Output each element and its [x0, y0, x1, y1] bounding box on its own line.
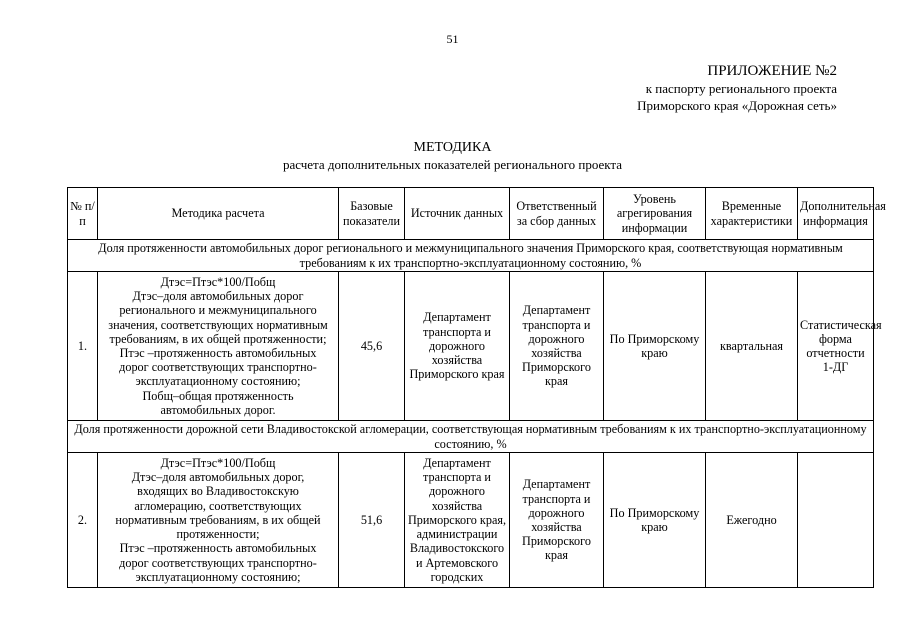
section-2-title: Доля протяженности дорожной сети Владивостокской агломерации, соответствующая нормативным требованиям к их транспортно-эксплуатационному состоянию, % — [68, 421, 874, 453]
header-num: № п/п — [68, 188, 98, 240]
row2-extra — [798, 453, 874, 588]
row2-responsible: Департамент транспорта и дорожного хозяйства Приморского края — [510, 453, 604, 588]
header-source: Источник данных — [405, 188, 510, 240]
methodology-title: МЕТОДИКА — [413, 140, 492, 155]
row1-method-line: автомобильных дорог. — [160, 402, 276, 417]
row2-source-line: Департамент — [423, 456, 491, 471]
methodology-subtitle: расчета дополнительных показателей регионального проекта — [282, 157, 623, 172]
row1-method-line: регионального и межмуниципального — [119, 303, 317, 318]
section-row-1 — [68, 240, 874, 272]
row2-method-line: дорог соответствующих транспортно- — [119, 555, 317, 570]
appendix-header — [637, 62, 837, 114]
section-row-2 — [68, 421, 874, 453]
table-row — [68, 453, 874, 588]
row2-source-line: Приморского края, — [407, 512, 507, 527]
row2-source-line: дорожного — [428, 484, 485, 499]
row1-method-line: значения, соответствующих нормативным — [108, 317, 328, 332]
row1-base: 45,6 — [339, 272, 405, 421]
appendix-line-1: к паспорту регионального проекта — [645, 81, 837, 96]
row2-source-line: транспорта и — [423, 470, 491, 485]
row2-source-line: Владивостокского — [409, 541, 505, 556]
indicators-table — [67, 187, 886, 588]
row1-method — [98, 272, 339, 421]
page-number: 51 — [446, 32, 459, 46]
row1-responsible: Департамент транспорта и дорожного хозяйства Приморского края — [510, 272, 604, 421]
row2-source-line: администрации — [416, 527, 498, 542]
row2-source-line: городских — [430, 569, 484, 584]
row2-method-line: Птэс –протяженность автомобильных — [119, 541, 317, 556]
row2-source — [405, 453, 510, 588]
row2-method-line: нормативным требованиям, в их общей — [115, 512, 321, 527]
header-time: Временные характеристики — [706, 188, 798, 240]
row1-method-line: Дтэс–доля автомобильных дорог — [132, 289, 304, 304]
row2-method — [98, 453, 339, 588]
row2-num: 2. — [68, 453, 98, 588]
row1-method-line: требованиям, в их общей протяженности; — [109, 331, 327, 346]
header-extra: Дополнительная информация — [798, 188, 874, 240]
row2-method-line: агломерацию, соответствующих — [134, 498, 302, 513]
table-row — [68, 272, 874, 421]
row1-time: квартальная — [706, 272, 798, 421]
section-1-title: Доля протяженности автомобильных дорог регионального и межмуниципального значения Приморского края, соответствующая нормативным требованиям к их транспортно-эксплуатационному состоянию, % — [68, 240, 874, 272]
row1-method-line: дорог соответствующих транспортно- — [119, 360, 317, 375]
row2-method-line: входящих во Владивостокскую — [137, 484, 299, 499]
row2-method-line: Дтэс–доля автомобильных дорог, — [131, 470, 305, 485]
table-header-row — [68, 188, 874, 240]
header-base: Базовые показатели — [339, 188, 405, 240]
row1-level: По Приморскому краю — [604, 272, 706, 421]
row2-method-line: протяженности; — [176, 527, 260, 542]
row1-num: 1. — [68, 272, 98, 421]
row2-level: По Приморскому краю — [604, 453, 706, 588]
row2-time: Ежегодно — [706, 453, 798, 588]
row2-base: 51,6 — [339, 453, 405, 588]
row1-method-line: Дтэс=Птэс*100/Побщ — [160, 274, 276, 289]
header-responsible: Ответственный за сбор данных — [510, 188, 604, 240]
appendix-title: ПРИЛОЖЕНИЕ №2 — [707, 63, 837, 79]
row2-source-line: хозяйства — [431, 498, 483, 513]
header-method: Методика расчета — [98, 188, 339, 240]
row2-method-line: Дтэс=Птэс*100/Побщ — [160, 456, 276, 471]
row2-method-line: эксплуатационному состоянию; — [135, 569, 301, 584]
row1-extra: Статистическая форма отчетности 1-ДГ — [798, 272, 874, 421]
row1-method-line: Птэс –протяженность автомобильных — [119, 346, 317, 360]
row1-source: Департамент транспорта и дорожного хозяйства Приморского края — [405, 272, 510, 421]
row1-method-line: Побщ–общая протяженность — [142, 388, 294, 403]
row1-method-line: эксплуатационному состоянию; — [135, 374, 301, 389]
appendix-line-2: Приморского края «Дорожная сеть» — [637, 98, 837, 113]
header-level: Уровень агрегирования информации — [604, 188, 706, 240]
methodology-heading — [0, 139, 905, 173]
row2-source-line: и Артемовского — [415, 555, 499, 570]
